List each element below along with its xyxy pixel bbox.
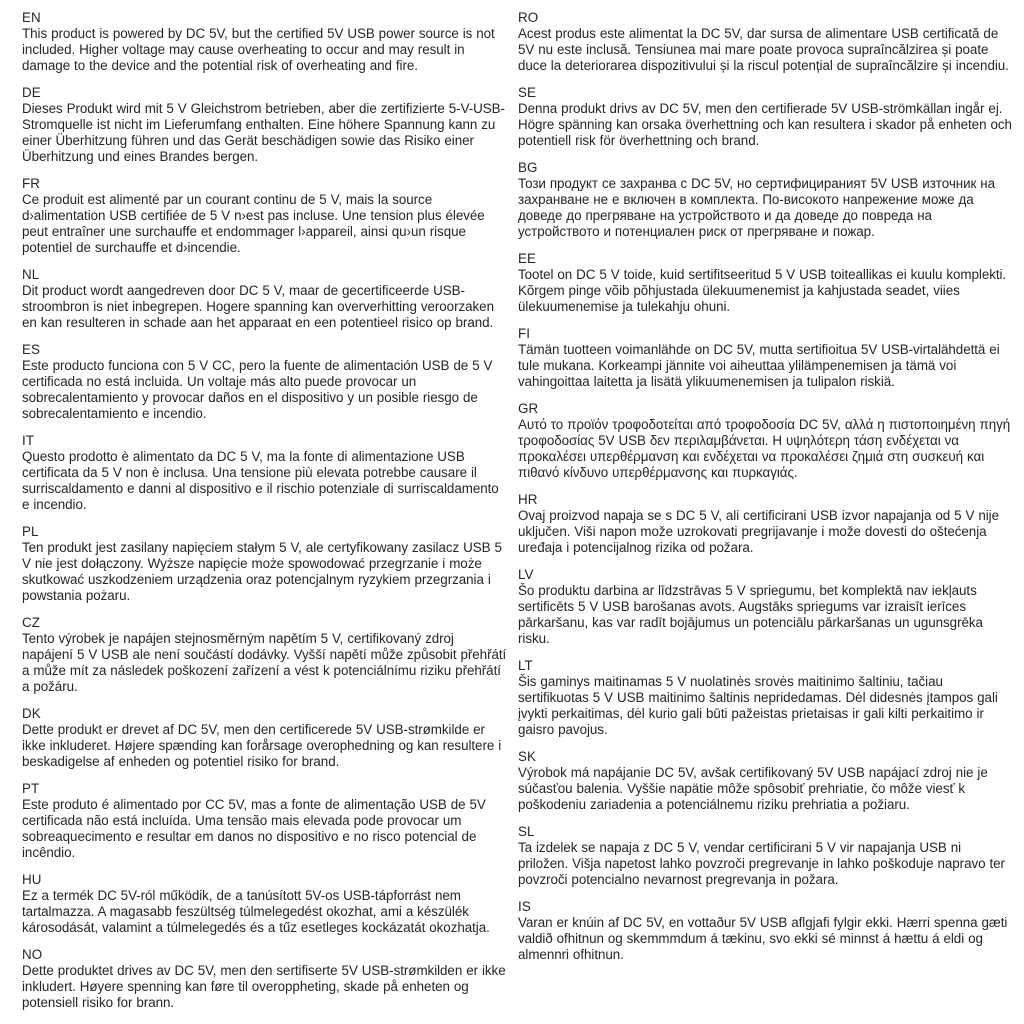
language-code-label: CZ <box>22 615 41 630</box>
language-paragraph: Tootel on DC 5 V toide, kuid sertifitseeritud 5 V USB toiteallikas ei kuulu komplekti. Kõrgem pinge võib põhjustada ülekuumenemist ja kahjustada seadet, viies ülekuumenemise ja tulekahju ohuni. <box>518 267 1007 314</box>
language-paragraph: Ez a termék DC 5V-ról működik, de a tanúsított 5V-os USB-tápforrást nem tartalmazza. A magasabb feszültség túlmelegedést okozhat, ami a készülék károsodását, valamint a túlmelegedés és a tűz esetleges kockázatát okozhatja. <box>22 888 490 935</box>
language-code-label: ES <box>22 342 41 357</box>
language-code-label: EN <box>22 10 41 25</box>
language-code-label: EE <box>518 251 537 266</box>
language-section <box>22 85 508 165</box>
language-code-label: SL <box>518 824 535 839</box>
language-section <box>22 781 508 861</box>
language-section <box>518 326 1012 390</box>
language-paragraph: Dieses Produkt wird mit 5 V Gleichstrom betrieben, aber die zertifizierte 5-V-USB-Stromquelle ist nicht im Lieferumfang enthalten. Eine höhere Spannung kann zu einer Überhitzung führen und das Gerät beschädigen sowie das Risiko einer Überhitzung und eines Brandes bergen. <box>22 101 505 164</box>
language-code-label: FR <box>22 176 41 191</box>
language-section <box>518 160 1012 240</box>
language-section <box>22 433 508 513</box>
right-column <box>518 10 1012 1022</box>
language-paragraph: Dette produktet drives av DC 5V, men den sertifiserte 5V USB-strømkilden er ikke inkludert. Høyere spenning kan føre til overoppheting, skade på enheten og potensiell risiko for brann. <box>22 963 506 1010</box>
language-paragraph: Varan er knúin af DC 5V, en vottaður 5V USB aflgjafi fylgir ekki. Hærri spenna gæti valdið ofhitnun og skemmmdum á tækinu, svo ekki sé minnst á hættu á eldi og almennri ofhitnun. <box>518 915 1008 962</box>
language-code-label: PT <box>22 781 40 796</box>
language-paragraph: Questo prodotto è alimentato da DC 5 V, ma la fonte di alimentazione USB certificata da 5 V non è inclusa. Una tensione più elevata potrebbe causare il surriscaldamento e danni al dispositivo e il rischio potenziale di surriscaldamento e incendio. <box>22 449 499 512</box>
language-code-label: PL <box>22 524 39 539</box>
language-section <box>22 524 508 604</box>
language-section <box>518 567 1012 647</box>
language-section <box>518 749 1012 813</box>
language-section <box>518 251 1012 315</box>
language-code-label: BG <box>518 160 538 175</box>
language-paragraph: Denna produkt drivs av DC 5V, men den certifierade 5V USB-strömkällan ingår ej. Högre spänning kan orsaka överhettning och kan resultera i skador på enheten och potentiell risk för överhettning och brand. <box>518 101 1012 148</box>
language-code-label: FI <box>518 326 531 341</box>
language-code-label: LV <box>518 567 534 582</box>
language-code-label: SK <box>518 749 537 764</box>
language-paragraph: Šo produktu darbina ar līdzstrāvas 5 V spriegumu, bet komplektā nav iekļauts sertificēts 5 V USB barošanas avots. Augstāks spriegums var izraisīt ierīces pārkaršanu, kas var radīt bojājumus un potenciālu pārkaršanas un ugunsgrēka risku. <box>518 583 983 646</box>
language-paragraph: Šis gaminys maitinamas 5 V nuolatinės srovės maitinimo šaltiniu, tačiau sertifikuotas 5 V USB maitinimo šaltinis nepridedamas. Dėl didesnės įtampos gali įvykti perkaitimas, dėl kurio gali būti pažeistas prietaisas ir gali kilti perkaitimo ir gaisro pavojus. <box>518 674 998 737</box>
language-paragraph: Ce produit est alimenté par un courant continu de 5 V, mais la source d›alimentation USB certifiée de 5 V n›est pas incluse. Une tension plus élevée peut entraîner une surchauffe et endommager l›appareil, ainsi qu›un risque potentiel de surchauffe et d›incendie. <box>22 192 485 255</box>
language-code-label: DE <box>22 85 41 100</box>
language-paragraph: Dette produkt er drevet af DC 5V, men den certificerede 5V USB-strømkilde er ikke inkluderet. Højere spænding kan forårsage overophedning og kan resultere i beskadigelse af enheden og potentiel risiko for brand. <box>22 722 502 769</box>
language-section <box>518 401 1012 481</box>
language-code-label: HR <box>518 492 538 507</box>
language-paragraph: Výrobok má napájanie DC 5V, avšak certifikovaný 5V USB napájací zdroj nie je súčasťou balenia. Vyššie napätie môže spôsobiť prehriatie, čo môže viesť k poškodeniu zariadenia a potenciálnemu riziku prehriatia a požiaru. <box>518 765 988 812</box>
language-paragraph: Ovaj proizvod napaja se s DC 5 V, ali certificirani USB izvor napajanja od 5 V nije uključen. Viši napon može uzrokovati pregrijavanje i može dovesti do oštećenja uređaja i potencijalnog rizika od požara. <box>518 508 999 555</box>
left-column <box>22 10 508 1022</box>
language-section <box>22 947 508 1011</box>
language-code-label: IS <box>518 899 531 914</box>
language-code-label: NL <box>22 267 40 282</box>
language-paragraph: Αυτό το προϊόν τροφοδοτείται από τροφοδοσία DC 5V, αλλά η πιστοποιημένη πηγή τροφοδοσίας 5V USB δεν περιλαμβάνεται. Η υψηλότερη τάση ενδέχεται να προκαλέσει υπερθέρμανση και ενδέχεται να προκαλέσει ζημιά στη συσκευή και πιθανό κίνδυνο υπερθέρμανσης και πυρκαγιάς. <box>518 417 1011 480</box>
language-section <box>22 267 508 331</box>
language-code-label: DK <box>22 706 41 721</box>
language-section <box>518 492 1012 556</box>
language-paragraph: Този продукт се захранва с DC 5V, но сертифицираният 5V USB източник на захранване не е включен в комплекта. По-високото напрежение може да доведе до прегряване на устройството и да доведе до повреда на устройството и потенциален риск от прегряване и пожар. <box>518 176 996 239</box>
language-code-label: IT <box>22 433 35 448</box>
language-section <box>518 899 1012 963</box>
language-paragraph: Ten produkt jest zasilany napięciem stałym 5 V, ale certyfikowany zasilacz USB 5 V nie jest dołączony. Wyższe napięcie może spowodować przegrzanie i może skutkować uszkodzeniem urządzenia oraz potencjalnym ryzykiem przegrzania i powstania pożaru. <box>22 540 502 603</box>
language-section <box>518 10 1012 74</box>
language-section <box>22 176 508 256</box>
language-code-label: HU <box>22 872 42 887</box>
language-code-label: NO <box>22 947 43 962</box>
language-section <box>518 85 1012 149</box>
language-paragraph: Este produto é alimentado por CC 5V, mas a fonte de alimentação USB de 5V certificada não está incluída. Uma tensão mais elevada pode provocar um sobreaquecimento e resultar em danos no dispositivo e no risco potencial de incêndio. <box>22 797 486 860</box>
language-section <box>518 658 1012 738</box>
language-section <box>22 10 508 74</box>
language-section <box>518 824 1012 888</box>
language-paragraph: Acest produs este alimentat la DC 5V, dar sursa de alimentare USB certificată de 5V nu este inclusă. Tensiunea mai mare poate provoca supraîncălzirea și poate duce la deteriorarea dispozitivului și la riscul potențial de supraîncălzire și incendiu. <box>518 26 1009 73</box>
language-code-label: LT <box>518 658 533 673</box>
language-section <box>22 615 508 695</box>
language-section <box>22 872 508 936</box>
language-paragraph: This product is powered by DC 5V, but the certified 5V USB power source is not included. Higher voltage may cause overheating to occur and may result in damage to the device and the potential risk of overheating and fire. <box>22 26 495 73</box>
language-code-label: GR <box>518 401 539 416</box>
language-paragraph: Dit product wordt aangedreven door DC 5 V, maar de gecertificeerde USB-stroombron is niet inbegrepen. Hogere spanning kan oververhitting veroorzaken en kan resulteren in schade aan het apparaat en een potentieel risico op brand. <box>22 283 494 330</box>
language-code-label: SE <box>518 85 537 100</box>
language-section <box>22 342 508 422</box>
language-paragraph: Tento výrobek je napájen stejnosměrným napětím 5 V, certifikovaný zdroj napájení 5 V USB ale není součástí dodávky. Vyšší napětí může způsobit přehřátí a může mít za následek poškození zařízení a vést k potenciálnímu riziku přehřátí a požáru. <box>22 631 507 694</box>
language-paragraph: Tämän tuotteen voimanlähde on DC 5V, mutta sertifioitua 5V USB-virtalähdettä ei tule mukana. Korkeampi jännite voi aiheuttaa ylilämpenemisen ja tämä voi vahingoittaa laitetta ja lisätä ylikuumenemisen ja tulipalon riskiä. <box>518 342 1000 389</box>
language-section <box>22 706 508 770</box>
language-code-label: RO <box>518 10 539 25</box>
language-paragraph: Este producto funciona con 5 V CC, pero la fuente de alimentación USB de 5 V certificada no está incluida. Un voltaje más alto puede provocar un sobrecalentamiento y provocar daños en el dispositivo y un posible riesgo de sobrecalentamiento e incendio. <box>22 358 493 421</box>
language-paragraph: Ta izdelek se napaja z DC 5 V, vendar certificirani 5 V vir napajanja USB ni priložen. Višja napetost lahko povzroči pregrevanje in lahko poškoduje napravo ter povzroči potencialno nevarnost pregrevanja in požara. <box>518 840 1005 887</box>
